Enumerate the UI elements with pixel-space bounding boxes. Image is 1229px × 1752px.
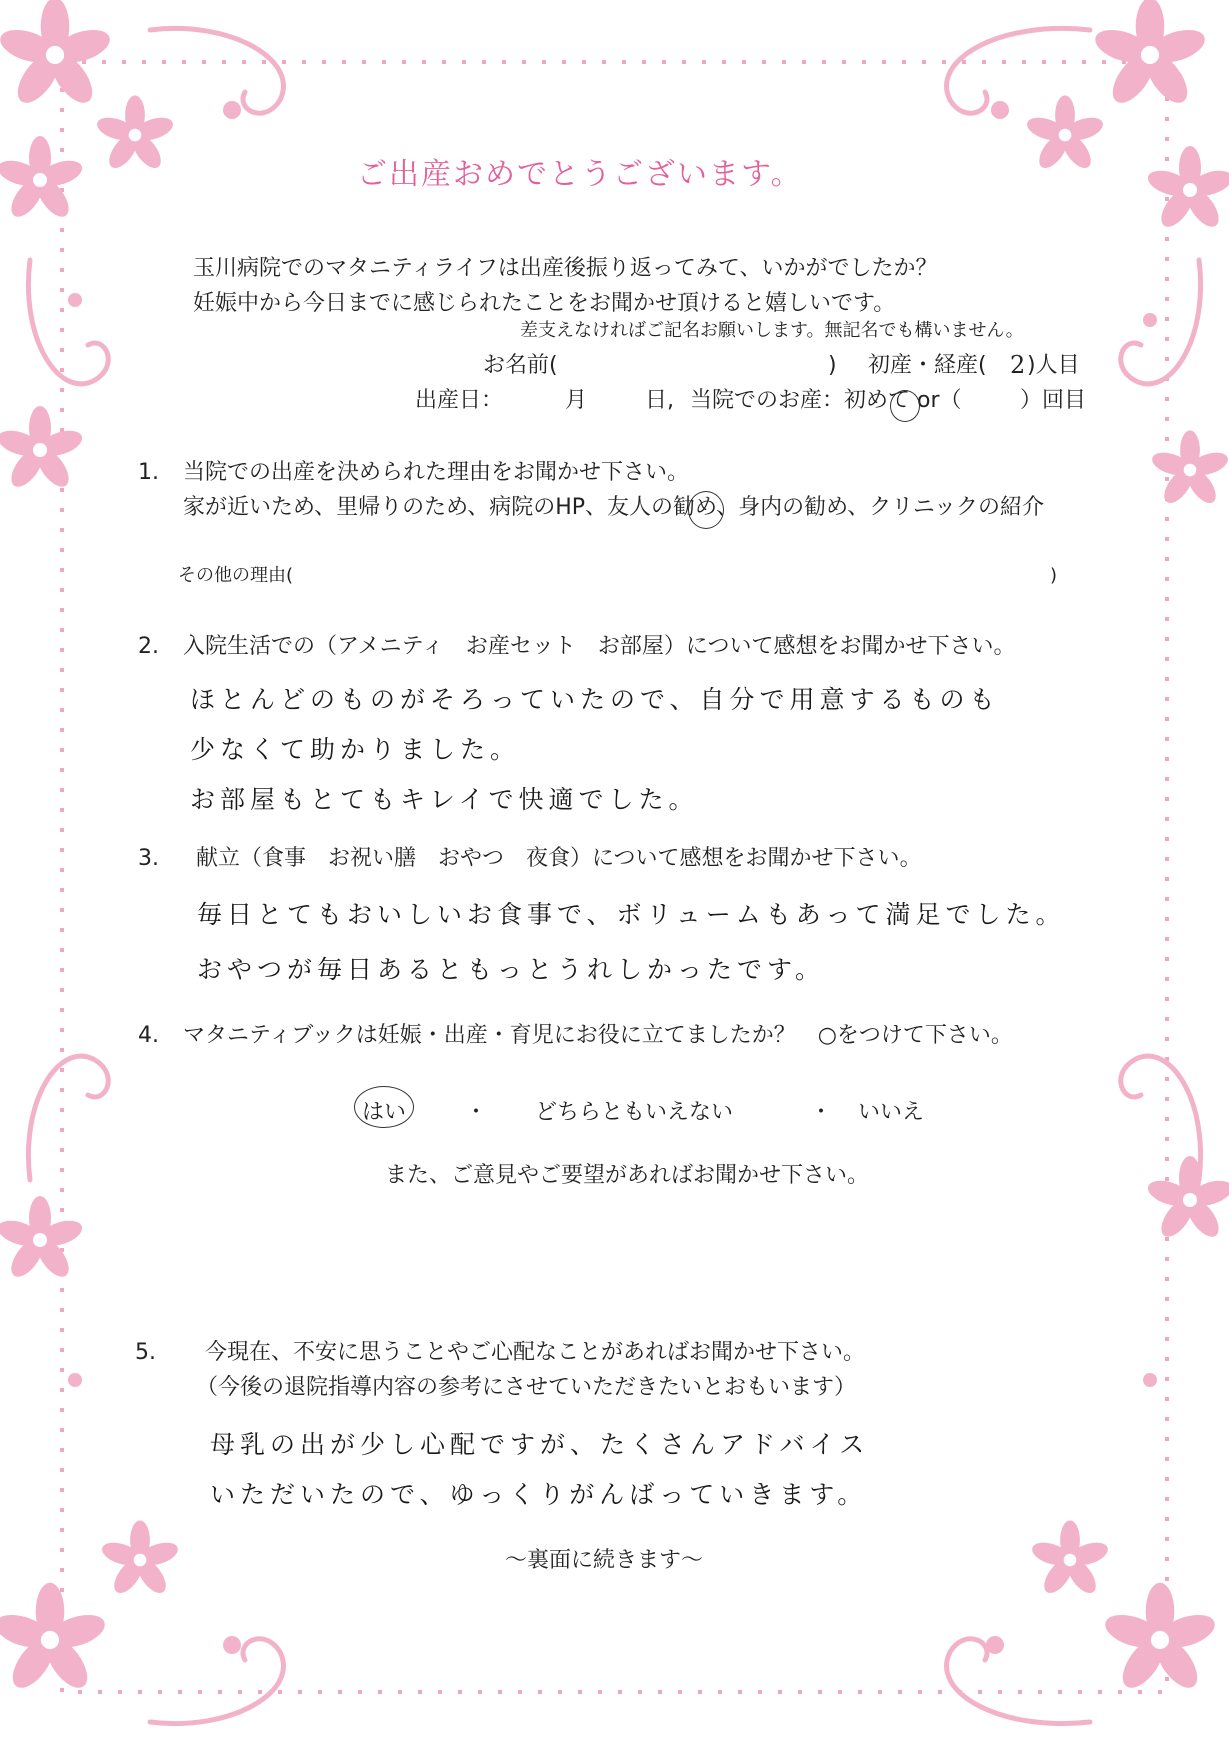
q1-options: 家が近いため、里帰りのため、病院のHP、友人の勧め、身内の勧め、クリニックの紹介	[183, 495, 1044, 520]
q4-question: マタニティブックは妊娠・出産・育児にお役に立てましたか？ ○をつけて下さい。	[183, 1023, 1013, 1048]
birth-date-label: 出産日：	[415, 388, 504, 413]
q4-number: 4.	[138, 1023, 159, 1048]
first-time-mark	[890, 390, 920, 422]
intro-line-3: 差支えなければご記名お願いします。無記名でも構いません。	[520, 320, 1024, 341]
birth-day-label: 日,	[645, 388, 674, 413]
q4-followup: また、ご意見やご要望があればお聞かせ下さい。	[385, 1163, 870, 1188]
q3-number: 3.	[138, 846, 159, 871]
q4-choice-no: いいえ	[858, 1100, 925, 1125]
q1-selected-mark	[688, 491, 724, 529]
q2-question: 入院生活での（アメニティ お産セット お部屋）について感想をお聞かせ下さい。	[183, 634, 1016, 659]
hospital-count-suffix: ）回目	[1020, 388, 1087, 413]
parity-value: 2	[1010, 351, 1026, 379]
q1-other-label: その他の理由(	[178, 565, 294, 586]
q3-question: 献立（食事 お祝い膳 おやつ 夜食）について感想をお聞かせ下さい。	[196, 846, 922, 871]
q5-question: 今現在、不安に思うことやご心配なことがあればお聞かせ下さい。	[205, 1340, 866, 1365]
name-close: )	[828, 353, 837, 378]
q4-separator-2: ・	[810, 1100, 833, 1125]
q5-subtext: （今後の退院指導内容の参考にさせていただきたいとおもいます）	[196, 1375, 857, 1400]
q1-question: 当院での出産を決められた理由をお聞かせ下さい。	[183, 460, 690, 485]
intro-line-1: 玉川病院でのマタニティライフは出産後振り返ってみて、いかがでしたか？	[193, 256, 938, 281]
q2-answer-line-2: 少なくて助かりました。	[190, 735, 521, 764]
parity-suffix: )人目	[1027, 353, 1080, 378]
q4-choice-yes: はい	[362, 1100, 407, 1125]
parity-label: 初産・経産(	[868, 353, 987, 378]
q5-number: 5.	[135, 1340, 156, 1365]
q1-other-close: )	[1050, 565, 1058, 586]
page-title: ご出産おめでとうございます。	[357, 157, 803, 192]
q3-answer-line-1: 毎日とてもおいしいお食事で、ボリュームもあって満足でした。	[197, 900, 1066, 929]
q1-number: 1.	[138, 460, 159, 485]
continued-on-back: ～裏面に続きます～	[505, 1548, 704, 1573]
birth-month-label: 月	[565, 388, 588, 413]
q2-answer-line-1: ほとんどのものがそろっていたので、自分で用意するものも	[190, 685, 1000, 714]
hospital-count-label: 当院でのお産：初めて or（	[690, 388, 962, 413]
q4-separator-1: ・	[465, 1100, 488, 1125]
q4-selected-mark	[354, 1086, 414, 1128]
q3-answer-line-2: おやつが毎日あるともっとうれしかったです。	[197, 955, 826, 984]
intro-line-2: 妊娠中から今日までに感じられたことをお聞かせ頂けると嬉しいです。	[193, 291, 896, 316]
q4-choice-neutral: どちらともいえない	[535, 1100, 734, 1125]
name-label: お名前(	[483, 353, 558, 378]
q5-answer-line-2: いただいたので、ゆっくりがんばっていきます。	[210, 1480, 868, 1509]
q2-answer-line-3: お部屋もとてもキレイで快適でした。	[190, 785, 699, 814]
q2-number: 2.	[138, 634, 159, 659]
q5-answer-line-1: 母乳の出が少し心配ですが、たくさんアドバイス	[210, 1430, 870, 1459]
